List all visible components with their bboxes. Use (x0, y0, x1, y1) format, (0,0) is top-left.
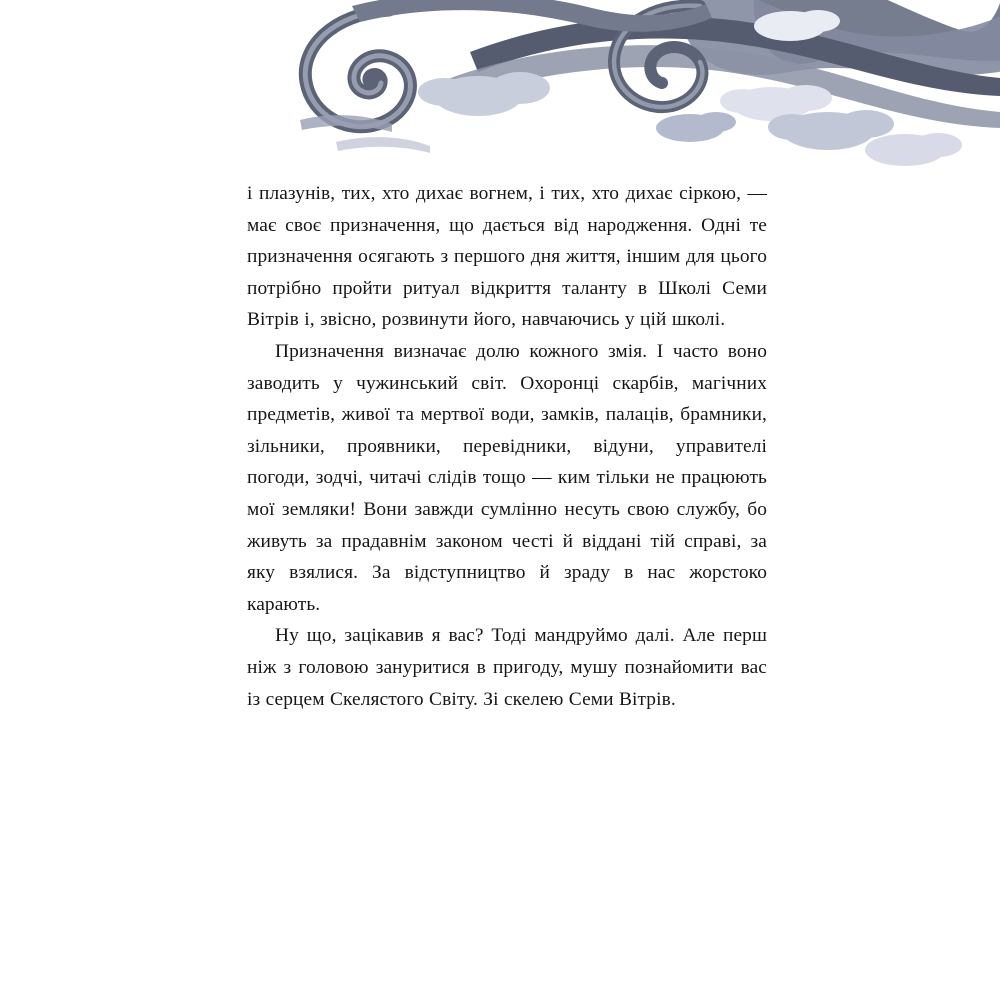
paragraph-1: і плазунів, тих, хто дихає вогнем, і тих, хто дихає сіркою, — має своє призначення, що дається від народження. Одні те призначення осягають з першого дня життя, іншим для цього потрібно пройти ритуал відкриття таланту в Школі Семи Вітрів і, звісно, розвинути його, навчаючись у цій школі. (247, 183, 767, 331)
paragraph-2: Призначення визначає долю кожного змія. І часто воно заводить у чужинський світ. Охоронці скарбів, магічних предметів, живої та мертвої води, замків, палаців, брамники, зільники, проявники, перевідники, відуни, управителі погоди, зодчі, читачі слідів тощо — ким тільки не працюють мої земляки! Вони завжди сумлінно несуть свою службу, бо живуть за прадавнім законом честі й віддані тій справі, за яку взялися. За відступництво й зраду в нас жорстоко карають. (247, 340, 767, 615)
page-text-column (247, 178, 767, 715)
paragraph-3: Ну що, зацікавив я вас? Тоді мандруймо далі. Але перш ніж з головою зануритися в пригоду, мушу познайомити вас із серцем Скелястого Світу. Зі скелею Семи Вітрів. (247, 625, 767, 710)
header-illustration (0, 0, 1000, 170)
